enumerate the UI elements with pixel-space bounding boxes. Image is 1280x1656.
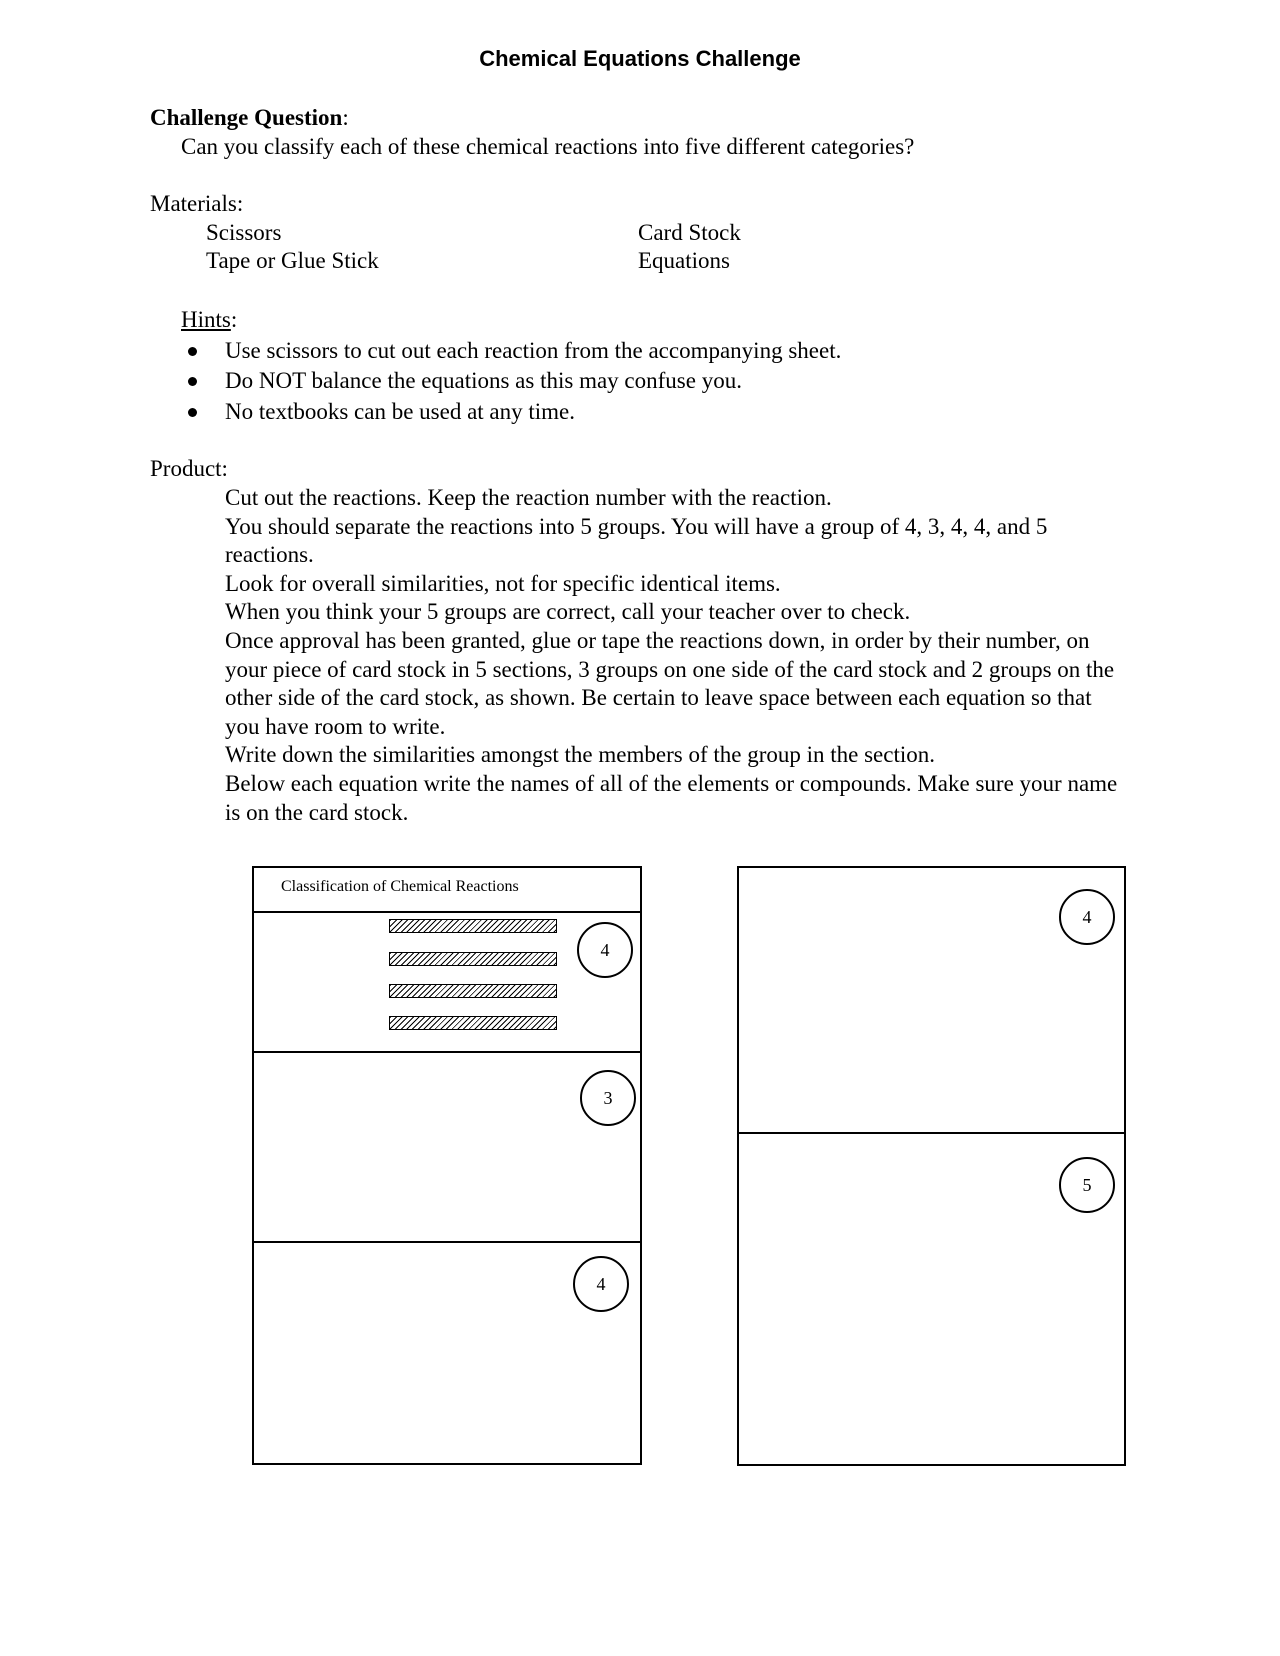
equation-strip [389, 919, 557, 933]
product-paragraph: Cut out the reactions. Keep the reaction number with the reaction. [225, 485, 832, 510]
section-divider [254, 1241, 640, 1243]
material-item: Scissors [206, 220, 282, 245]
card-header-label: Classification of Chemical Reactions [281, 878, 519, 895]
card-back-diagram [737, 866, 1126, 1466]
product-paragraph: You should separate the reactions into 5 groups. You will have a group of 4, 3, 4, 4, and 5 reactions. [225, 513, 1048, 568]
hints-heading-line [181, 306, 237, 334]
product-instructions [225, 484, 1130, 827]
section-divider [739, 1132, 1124, 1134]
hints-heading: Hints [181, 307, 231, 332]
equation-strip [389, 1016, 557, 1030]
hint-item: Do NOT balance the equations as this may confuse you. [225, 368, 742, 393]
materials-heading: Materials: [150, 191, 244, 216]
challenge-heading: Challenge Question [150, 105, 343, 130]
challenge-heading-line [150, 104, 349, 132]
bullet-icon [188, 408, 197, 417]
material-item: Card Stock [638, 220, 741, 245]
bullet-icon [188, 347, 197, 356]
product-paragraph: Write down the similarities amongst the members of the group in the section. [225, 742, 936, 768]
group-number-badge: 4 [577, 922, 633, 978]
group-number-badge: 3 [580, 1070, 636, 1126]
group-number-badge: 5 [1059, 1157, 1115, 1213]
material-item: Equations [638, 248, 730, 273]
product-heading: Product: [150, 456, 228, 481]
section-divider [254, 1051, 640, 1053]
bullet-icon [188, 377, 197, 386]
section-divider [254, 911, 640, 913]
product-paragraph: Below each equation write the names of all of the elements or compounds. Make sure your name is on the card stock. [225, 770, 1118, 825]
challenge-question: Can you classify each of these chemical reactions into five different categories? [181, 134, 915, 159]
equation-strip [389, 984, 557, 998]
hints-colon: : [230, 307, 238, 332]
product-paragraph: When you think your 5 groups are correct, call your teacher over to check. [225, 599, 911, 625]
card-front-diagram [252, 866, 642, 1465]
hint-item: No textbooks can be used at any time. [225, 399, 576, 424]
material-item: Tape or Glue Stick [206, 248, 379, 273]
page-title: Chemical Equations Challenge [479, 46, 801, 71]
product-paragraph: Look for overall similarities, not for specific identical items. [225, 570, 781, 596]
product-paragraph: Once approval has been granted, glue or tape the reactions down, in order by their number, on your piece of card stock in 5 sections, 3 groups on one side of the card stock and 2 groups on the other side of the card stock, as shown. Be certain to leave space between each equation so that you have room to write. [225, 627, 1115, 739]
hint-item: Use scissors to cut out each reaction from the accompanying sheet. [225, 338, 842, 363]
challenge-colon: : [342, 105, 349, 130]
group-number-badge: 4 [573, 1256, 629, 1312]
equation-strip [389, 952, 557, 966]
group-number-badge: 4 [1059, 889, 1115, 945]
